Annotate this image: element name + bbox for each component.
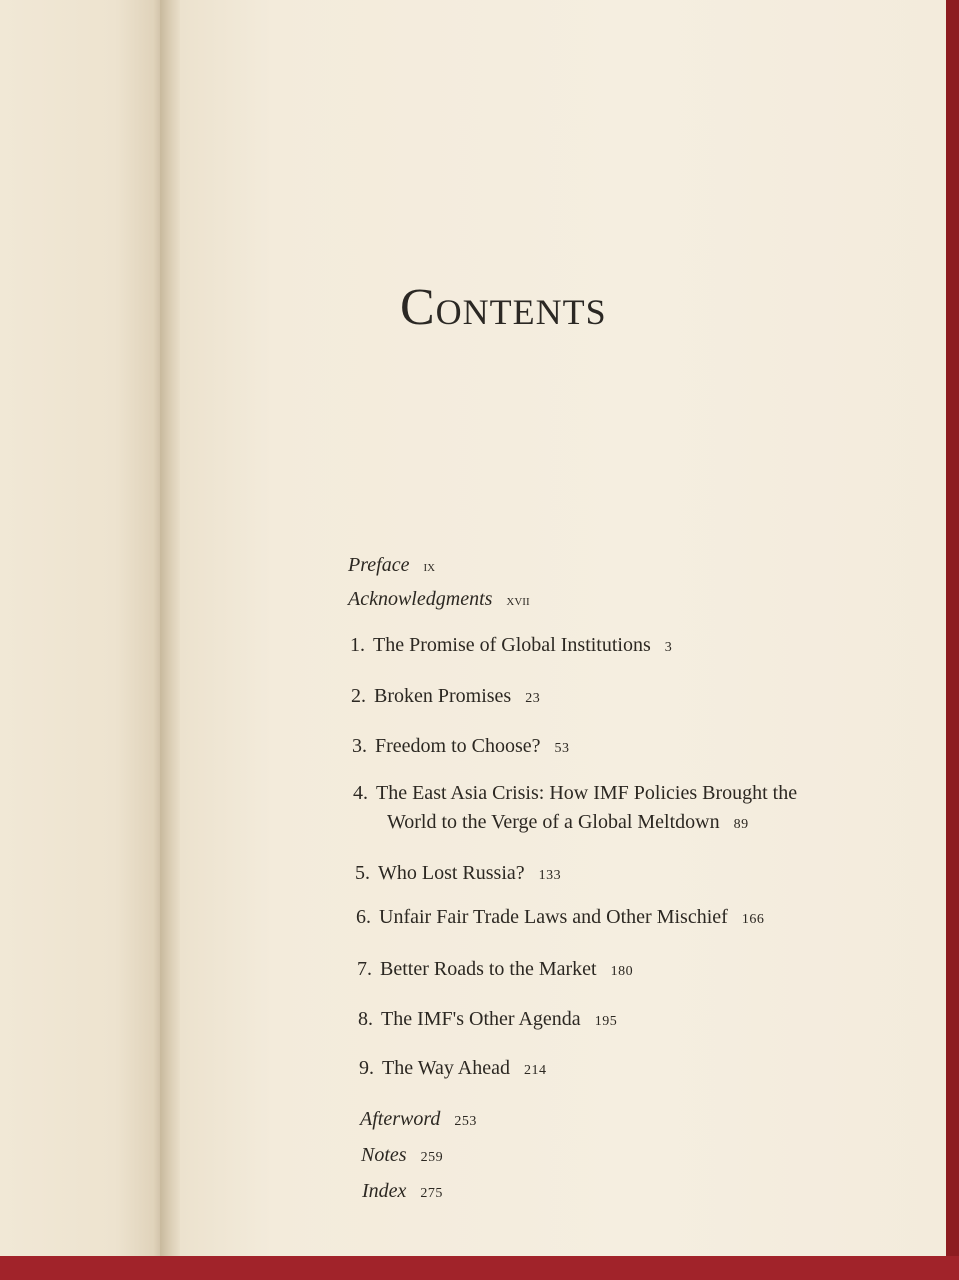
toc-entry-index [362, 1180, 443, 1203]
toc-entry-chapter-9 [359, 1057, 546, 1080]
book-gutter [160, 0, 182, 1256]
toc-page-number: 166 [741, 912, 765, 927]
toc-entry-afterword [360, 1108, 477, 1131]
chapter-number: 5. [355, 862, 370, 884]
right-page [180, 0, 946, 1256]
chapter-title: The Way Ahead [382, 1057, 510, 1079]
chapter-number: 2. [351, 685, 366, 707]
toc-label: Acknowledgments [348, 588, 493, 610]
toc-entry-chapter-1 [350, 634, 672, 657]
toc-entry-chapter-4 [353, 779, 797, 839]
toc-page-number: 275 [420, 1186, 443, 1201]
toc-entry-chapter-3 [352, 735, 570, 758]
toc-entry-chapter-5 [355, 862, 561, 885]
toc-page-number: 89 [733, 817, 749, 832]
toc-page-number: xvii [506, 593, 530, 609]
chapter-number: 9. [359, 1057, 374, 1079]
toc-label: Index [362, 1180, 407, 1202]
chapter-title-line1: The East Asia Crisis: How IMF Policies Brought the [376, 782, 798, 804]
page-title: Contents [400, 279, 607, 336]
chapter-title: Who Lost Russia? [378, 862, 525, 884]
toc-page-number: 53 [554, 741, 570, 756]
chapter-number: 4. [353, 782, 368, 804]
toc-page-number: 195 [594, 1014, 618, 1029]
toc-entry-notes [361, 1144, 443, 1167]
chapter-number: 1. [350, 634, 365, 656]
toc-entry-preface [348, 554, 435, 577]
toc-entry-chapter-6 [356, 906, 764, 929]
toc-entry-acknowledgments [348, 588, 530, 611]
chapter-title: Broken Promises [374, 685, 512, 707]
toc-page-number: 180 [610, 964, 634, 979]
cover-edge-bottom [0, 1256, 959, 1280]
chapter-title: The IMF's Other Agenda [381, 1008, 581, 1030]
chapter-title: The Promise of Global Institutions [373, 634, 651, 656]
chapter-number: 8. [358, 1008, 373, 1030]
toc-page-number: 259 [420, 1150, 444, 1165]
toc-page-number: ix [423, 559, 436, 575]
toc-label: Afterword [360, 1108, 441, 1130]
chapter-number: 7. [357, 958, 372, 980]
toc-page-number: 3 [664, 640, 673, 655]
toc-label: Preface [348, 554, 410, 576]
chapter-title-line2: World to the Verge of a Global Meltdown [387, 811, 720, 833]
chapter-number: 3. [352, 735, 367, 757]
chapter-number: 6. [356, 906, 371, 928]
toc-label: Notes [361, 1144, 407, 1166]
toc-entry-chapter-8 [358, 1008, 617, 1031]
toc-page-number: 253 [454, 1114, 477, 1129]
toc-page-number: 214 [523, 1063, 547, 1078]
left-page [0, 0, 165, 1256]
chapter-title: Better Roads to the Market [380, 958, 597, 980]
chapter-title: Freedom to Choose? [375, 735, 541, 757]
chapter-title: Unfair Fair Trade Laws and Other Mischief [379, 906, 728, 928]
toc-page-number: 23 [525, 691, 541, 706]
toc-page-number: 133 [538, 868, 562, 883]
toc-entry-chapter-2 [351, 685, 540, 708]
toc-entry-chapter-7 [357, 958, 633, 981]
cover-edge-right [946, 0, 959, 1256]
